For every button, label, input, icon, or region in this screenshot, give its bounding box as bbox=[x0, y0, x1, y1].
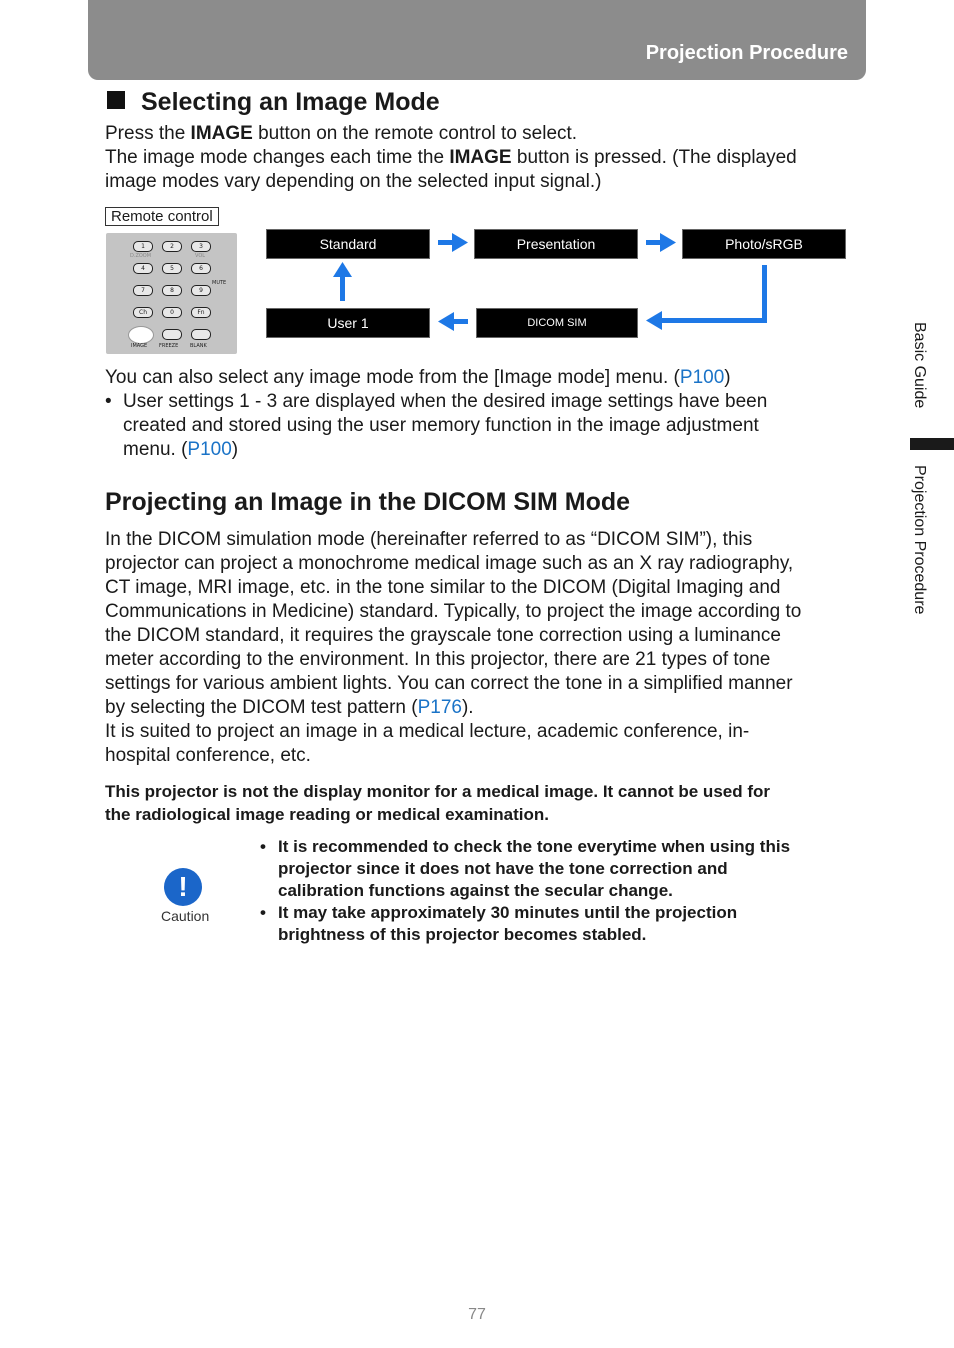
remote-button: 4 bbox=[133, 263, 153, 274]
remote-control-label: Remote control bbox=[105, 207, 219, 226]
remote-button: 8 bbox=[162, 285, 182, 296]
bullet-icon: • bbox=[260, 837, 266, 856]
mode-cycle-arrows bbox=[0, 0, 954, 400]
connector-line bbox=[662, 318, 767, 323]
after-diagram-text: You can also select any image mode from the [Image mode] menu. (P100) • User settings 1 - 3 are displayed when the desired image settings have been created and stored using the user memory function in the image adjustment menu. (P100) bbox=[105, 366, 865, 462]
remote-label: FREEZE bbox=[159, 343, 179, 349]
remote-button: 3 bbox=[191, 241, 211, 252]
remote-label: BLANK bbox=[190, 343, 207, 349]
side-tab-marker bbox=[910, 438, 954, 450]
arrow-right-icon bbox=[660, 233, 676, 252]
arrow-up-icon bbox=[333, 262, 352, 277]
mode-user-1: User 1 bbox=[266, 308, 430, 338]
remote-label: MUTE bbox=[212, 280, 227, 286]
side-tab-basic-guide[interactable]: Basic Guide bbox=[911, 322, 928, 409]
caution-item: • It may take approximately 30 minutes until the projection brightness of this projector becomes stabled. bbox=[260, 903, 738, 944]
bullet-icon: • bbox=[260, 903, 266, 922]
remote-button: 5 bbox=[162, 263, 182, 274]
remote-label: IMAGE bbox=[131, 343, 148, 349]
connector-line bbox=[762, 265, 767, 323]
mode-photo-srgb: Photo/sRGB bbox=[682, 229, 846, 259]
arrow-left-icon bbox=[452, 319, 468, 324]
remote-button: 9 bbox=[191, 285, 211, 296]
link-p100[interactable]: P100 bbox=[187, 439, 232, 460]
remote-label: VOL bbox=[195, 253, 206, 259]
link-p100[interactable]: P100 bbox=[679, 367, 725, 388]
dicom-paragraph: In the DICOM simulation mode (hereinafter referred to as “DICOM SIM”), this projector can project a monochrome medical image such as an X ray radiography, CT image, MRI image, etc. in the tone similar to the DICOM (Digital Imaging and Communications in Medicine) standard. Typically, to project the image according to the DICOM standard, it requires the grayscale tone correction using a luminance meter according to the environment. In this projector, there are 21 types of tone settings for various ambient lights. You can correct the tone in a simplified manner by selecting the DICOM test pattern (P176). It is suited to project an image in a medical lecture, academic conference, in- hospital conference, etc. bbox=[105, 529, 802, 766]
side-tab-projection-procedure[interactable]: Projection Procedure bbox=[911, 465, 928, 615]
page-number: 77 bbox=[468, 1306, 486, 1323]
remote-button: 6 bbox=[191, 263, 211, 274]
remote-button: 2 bbox=[162, 241, 182, 252]
arrow-left-icon bbox=[438, 312, 454, 331]
remote-button: 0 bbox=[162, 307, 182, 318]
remote-button: 7 bbox=[133, 285, 153, 296]
arrow-right-icon bbox=[452, 233, 468, 252]
remote-button: Fn bbox=[191, 307, 211, 318]
mode-dicom-sim: DICOM SIM bbox=[476, 308, 638, 338]
mode-standard: Standard bbox=[266, 229, 430, 259]
caution-list bbox=[260, 836, 860, 946]
section-title-dicom: Projecting an Image in the DICOM SIM Mode bbox=[105, 488, 631, 516]
remote-button: Ch bbox=[133, 307, 153, 318]
bullet-icon: • bbox=[105, 391, 112, 412]
intro-paragraph: Press the IMAGE button on the remote control to select. The image mode changes each time the IMAGE button is pressed. (The displayed image modes vary depending on the selected input signal.) bbox=[105, 123, 797, 192]
remote-button: 1 bbox=[133, 241, 153, 252]
bullet-item: • User settings 1 - 3 are displayed when the desired image settings have been created and stored using the user memory function in the image adjustment menu. (P100) bbox=[105, 391, 768, 460]
header-title: Projection Procedure bbox=[645, 42, 848, 64]
link-p176[interactable]: P176 bbox=[417, 697, 462, 718]
caution-icon: ! bbox=[164, 868, 202, 906]
mode-presentation: Presentation bbox=[474, 229, 638, 259]
arrow-up-icon bbox=[340, 275, 345, 301]
medical-warning: This projector is not the display monitor for a medical image. It cannot be used for the radiological image reading or medical examination. bbox=[105, 782, 770, 824]
section-title-text: Selecting an Image Mode bbox=[141, 88, 440, 116]
arrow-left-icon bbox=[646, 311, 662, 330]
caution-label: Caution bbox=[161, 908, 210, 924]
remote-label: D.ZOOM bbox=[130, 253, 152, 259]
caution-item: • It is recommended to check the tone everytime when using this projector since it does not have the tone correction and calibration functions against the secular change. bbox=[260, 837, 791, 900]
